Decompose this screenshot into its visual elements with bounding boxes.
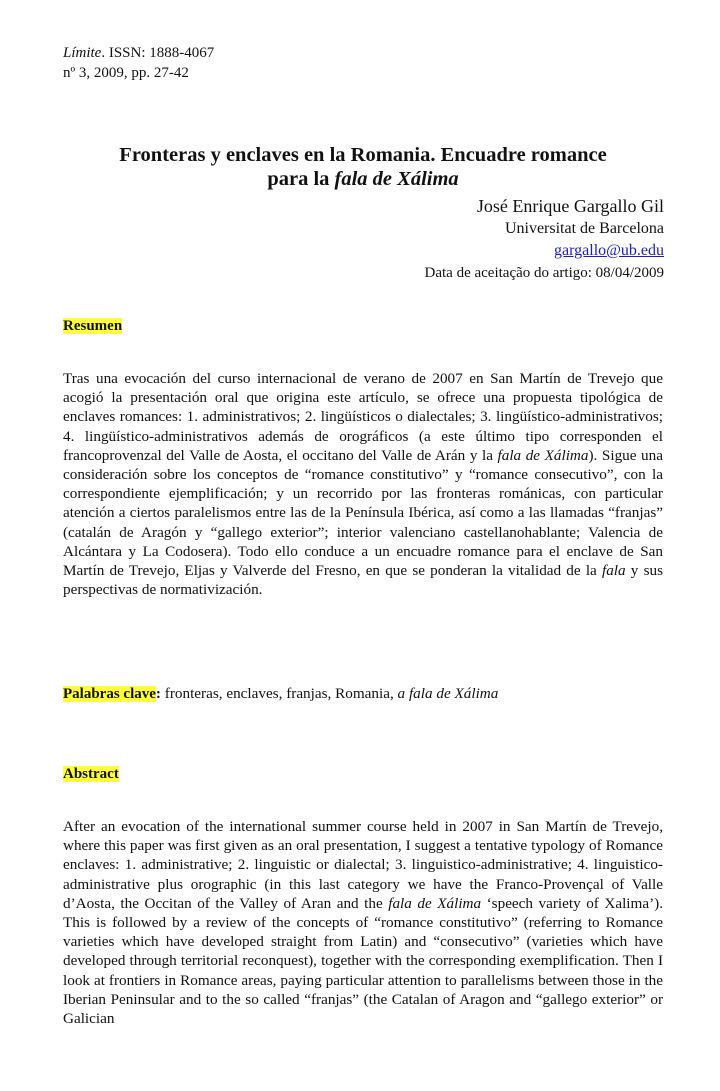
title-prefix: para la bbox=[267, 168, 335, 190]
title-line-1: Fronteras y enclaves en la Romania. Encuadre romance bbox=[119, 144, 607, 166]
abstract-heading bbox=[63, 764, 119, 784]
title-line-2 bbox=[63, 167, 663, 191]
journal-citation bbox=[63, 43, 214, 83]
abstract-heading-text: Abstract bbox=[63, 766, 119, 782]
abstract-paragraph bbox=[63, 817, 663, 1028]
keywords-line bbox=[63, 684, 498, 704]
abstract-text-2: ‘speech variety of Xalima’). This is followed by a review of the concepts of “romance constitutivo” (referring to Romance varieties which have developed straight from Latin) and “consecutivo” (varieties which have developed through territorial reconquest), together with the corresponding exemplification. Then I look at frontiers in Romance areas, paying particular attention to parallelisms between those in the Iberian Peninsular and to the so called “franjas” (the Catalan of Aragon and “gallego exterior” or Galician bbox=[63, 894, 663, 1028]
journal-issn: . ISSN: 1888-4067 bbox=[101, 45, 215, 61]
abstract-text-1: After an evocation of the international summer course held in 2007 in San Martín de Trevejo, where this paper was first given as an oral presentation, I suggest a tentative typology of Romance enclaves: 1. administrative; 2. linguistic or dialectal; 3. linguistico-administrative; 4. linguistico-administrative plus orographic (in this last category we have the Franco-Provençal of Valle d’Aosta, the Occitan of the Valley of Aran and the bbox=[63, 818, 663, 912]
journal-issue: nº 3, 2009, pp. 27-42 bbox=[63, 65, 189, 81]
acceptance-date: Data de aceitação do artigo: 08/04/2009 bbox=[424, 265, 664, 281]
keywords-text: fronteras, enclaves, franjas, Romania, bbox=[160, 685, 398, 702]
resumen-text-3: y sus perspectivas de normativización. bbox=[63, 562, 663, 599]
paper-title bbox=[63, 143, 663, 191]
resumen-text-1: Tras una evocación del curso internacional de verano de 2007 en San Martín de Trevejo que acogió la presentación oral que origina este artículo, se ofrece una propuesta tipológica de enclaves romances: 1. administrativos; 2. lingüísticos o dialectales; 3. lingüístico-administrativos; 4. lingüístico-administrativos además de orográficos (a este último tipo corresponden el francoprovenzal del Valle de Aosta, el occitano del Valle de Arán y la bbox=[63, 370, 663, 464]
keywords-label: Palabras clave bbox=[63, 686, 156, 702]
author-name: José Enrique Gargallo Gil bbox=[476, 196, 664, 216]
resumen-italic-1: fala de Xálima bbox=[497, 446, 589, 464]
author-email-link[interactable]: gargallo@ub.edu bbox=[554, 242, 664, 259]
resumen-paragraph bbox=[63, 369, 663, 599]
resumen-heading-text: Resumen bbox=[63, 318, 123, 334]
journal-issn-line bbox=[63, 43, 214, 63]
journal-name: Límite bbox=[63, 45, 102, 61]
resumen-heading bbox=[63, 316, 122, 336]
abstract-italic-1: fala de Xálima bbox=[388, 894, 482, 912]
keywords-colon: : bbox=[155, 685, 161, 702]
author-affiliation: Universitat de Barcelona bbox=[504, 220, 664, 237]
author-block bbox=[425, 194, 665, 284]
resumen-italic-2: fala bbox=[601, 562, 626, 580]
resumen-text-2: ). Sigue una consideración sobre los conceptos de “romance constitutivo” y “romance consecutivo”, con la correspondiente ejemplificación; y un recorrido por las fronteras románicas, con particular atención a ciertos paralelismos entre las de la Península Ibérica, así como a las llamadas “franjas” (catalán de Aragón y “gallego exterior”; interior valenciano castellanohablante; Valencia de Alcántara y La Codosera). Todo ello conduce a un encuadre romance para el enclave de San Martín de Trevejo, Eljas y Valverde del Fresno, en que se ponderan la vitalidad de la bbox=[63, 446, 663, 580]
title-italic: fala de Xálima bbox=[334, 168, 459, 190]
keywords-italic: a fala de Xálima bbox=[397, 685, 499, 702]
